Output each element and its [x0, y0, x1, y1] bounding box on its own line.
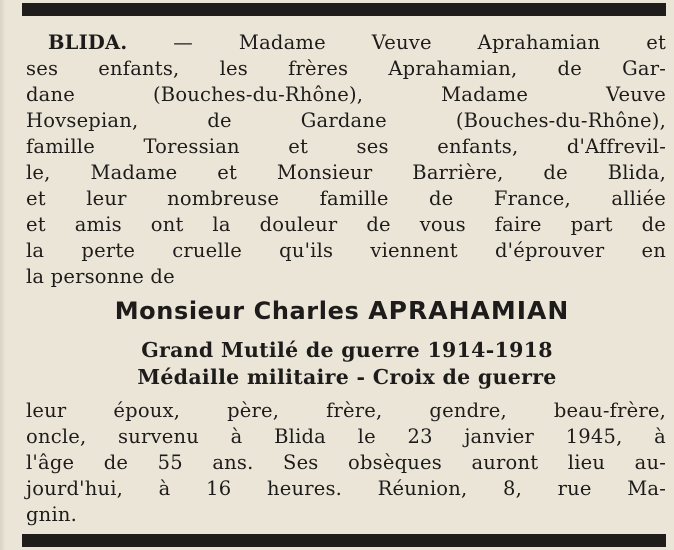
- page-edge-shadow: [0, 0, 6, 550]
- notice-line: jourd'hui, à 16 heures. Réunion, 8, rue Ma-: [26, 477, 666, 500]
- notice-line: gnin.: [26, 503, 78, 526]
- notice-line: [26, 30, 666, 56]
- notice-line: l'âge de 55 ans. Ses obsèques auront lieu au-: [26, 451, 666, 474]
- notice-line-text: — Madame Veuve Aprahamian et: [127, 31, 666, 54]
- deceased-name: [0, 296, 674, 325]
- honor-line-1: Grand Mutilé de guerre 1914-1918: [141, 338, 553, 362]
- place-name: BLIDA.: [48, 31, 128, 54]
- deceased-name-prefix: Monsieur Charles: [114, 297, 369, 325]
- notice-paragraph-intro: [26, 30, 666, 290]
- notice-line: ses enfants, les frères Aprahamian, de Gar-: [26, 57, 666, 80]
- bottom-border-rule: [22, 534, 666, 547]
- top-border-rule: [22, 3, 666, 16]
- notice-line: le, Madame et Monsieur Barrière, de Blida,: [26, 161, 666, 184]
- notice-line: la personne de: [26, 265, 175, 288]
- notice-line: dane (Bouches-du-Rhône), Madame Veuve: [26, 83, 666, 106]
- notice-line: et amis ont la douleur de vous faire part de: [26, 213, 666, 236]
- honor-line-2: Médaille militaire - Croix de guerre: [137, 365, 557, 389]
- notice-line: oncle, survenu à Blida le 23 janvier 1945, à: [26, 425, 666, 448]
- notice-line: et leur nombreuse famille de France, alliée: [26, 187, 666, 210]
- notice-line: leur époux, père, frère, gendre, beau-frère,: [26, 399, 666, 422]
- deceased-surname: APRAHAMIAN: [368, 296, 570, 325]
- notice-line: la perte cruelle qu'ils viennent d'éprouver en: [26, 239, 666, 262]
- notice-line: famille Toressian et ses enfants, d'Affrevil-: [26, 135, 666, 158]
- notice-paragraph-details: [26, 398, 666, 528]
- notice-line: Hovsepian, de Gardane (Bouches-du-Rhône),: [26, 109, 666, 132]
